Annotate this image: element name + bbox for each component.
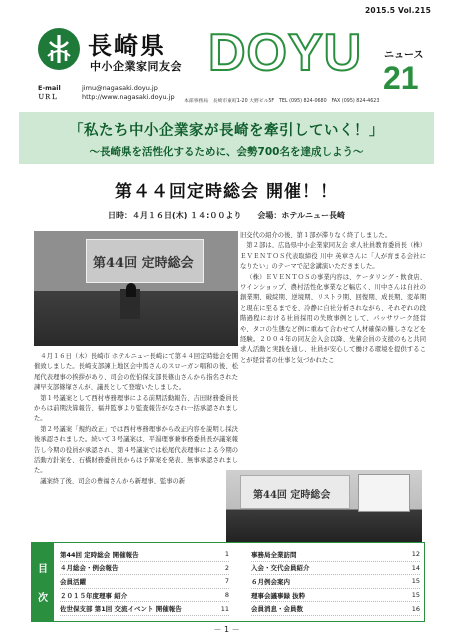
toc-item-title: ４月総会・例会報告 (60, 564, 119, 573)
col2-paragraph: 第２部は、広島県中小企業家同友会 求人社員教育委員長（株）ＥＶＥＮＴＯＳ代表取締役 川中 英章さんに「人が育まる会社になりたい」のテーマで記念講演いただきました。 (240, 242, 426, 271)
meeting-photo (34, 231, 238, 346)
toc-grid (60, 548, 420, 616)
logo-mark (42, 32, 76, 66)
toc-item[interactable] (60, 562, 229, 576)
toc-item[interactable] (60, 589, 229, 603)
speaker (126, 283, 136, 297)
article-subline: 日時：４月１６日(木) １４:００より 会場：ホテルニュー長崎 (108, 211, 345, 220)
office-info: 本部事務局 長崎市東町1-20 大野ビル5F TEL (095) 824-0680 FAX (095) 824-4623 (184, 99, 380, 104)
slogan-banner (19, 112, 434, 164)
toc-item[interactable] (251, 548, 420, 562)
page-number: － 1 － (213, 625, 240, 634)
col2-paragraph: 旧交代の紹介の後、第１部が滞りなく終了しました。 (240, 232, 392, 239)
news-label: ニュース (384, 50, 424, 61)
stage-screen-text: 第44回 定時総会 (93, 256, 194, 271)
toc-item[interactable] (60, 575, 229, 589)
toc-item[interactable] (251, 602, 420, 616)
article-headline: 第４４回定時総会 開催！！ (115, 182, 338, 202)
issue-info: 2015.5 Vol.215 (365, 6, 431, 15)
toc-item-page: 7 (224, 577, 229, 586)
email-label: E-mail (38, 84, 61, 92)
table-of-contents (31, 542, 425, 622)
contact-block (38, 84, 175, 102)
stage-screen (240, 475, 350, 509)
slogan-line1: 「私たち中小企業家が長崎を牽引していく！」 (69, 123, 384, 139)
toc-item-title: ２０１５年度理事 紹介 (60, 591, 128, 600)
toc-item-page: 12 (411, 550, 420, 559)
issue-number: 21 (383, 60, 419, 96)
toc-item[interactable] (251, 575, 420, 589)
col2-paragraph: （株）ＥＶＥＮＴＯＳの事業内容は、ケータリング・飲食店、ワインショップ、農村活性化事業など幅広く、川中さんは自社の創業期、破綻期、逆境期、リストラ期、回復期、成長期、変革期と現在に至るまでを、冷静に自社分析されながら、それぞれの段階過程における社員採用の失敗事例として、パッサワーク経営や、タコの生態など例に重ねて合わせて人材確保の難しさなどを経験。２００４年の同友会入会以降、先輩会員の支援のもと共同求人活動と実践を通し、社員が安心して働ける環境を提供することが経営者の仕事と気づかれたこ (240, 273, 426, 364)
toc-item-page: 16 (411, 604, 420, 613)
toc-item-title: 理事会議事録 抜粋 (251, 591, 306, 600)
lecture-photo (226, 470, 422, 542)
toc-label-bottom: 次 (38, 593, 48, 604)
toc-item-page: 14 (411, 563, 420, 572)
url-link[interactable]: http://www.nagasaki.doyu.jp (82, 93, 175, 101)
org-name-line1: 長崎県 (88, 31, 166, 60)
toc-item-title: 佐世保支部 第1回 交流イベント 開催報告 (60, 605, 182, 614)
article-column-1 (34, 352, 238, 487)
stage-screen-text: 第44回 定時総会 (253, 490, 331, 501)
toc-item-title: 会員消息・会員数 (251, 605, 303, 614)
stage-screen (86, 239, 204, 283)
toc-item[interactable] (251, 562, 420, 576)
col1-paragraph: 第２号議案「規約改正」では西村専務理事から改正内容を説明し採決後承認されました。続いて３号議案は、平湯理事兼事務委員長が議案報告し今期の役員が承認され、第４号議案では松尾代表理事による今期の活動方針案を、石橋財務委員長からは予算案を発表、無事承認されました。 (34, 425, 238, 475)
toc-item-title: 事務局全業訪問 (251, 550, 297, 559)
presentation-panel (358, 474, 410, 512)
toc-item-page: 8 (224, 591, 229, 600)
toc-item-title: 会員活躍 (60, 577, 86, 586)
toc-item-page: 15 (411, 591, 420, 600)
toc-item-page: 2 (224, 563, 229, 572)
toc-label-top: 目 (38, 564, 48, 575)
doyu-logo-icon (38, 28, 80, 70)
toc-item-page: 1 (224, 550, 229, 559)
slogan-line2: ～長崎県を活性化するために、会勢700名を達成しよう～ (89, 146, 364, 158)
toc-item[interactable] (60, 602, 229, 616)
toc-item[interactable] (251, 589, 420, 603)
url-label: ＵＲＬ (38, 93, 58, 101)
col1-paragraph: 議案終了後、司会の豊福さんから新理事、監事の新 (40, 477, 186, 485)
col1-paragraph: 第１号議案として西村専務理事による前期活動報告、吉田財務委員長からは前期決算報告、福井監事より監査報告がなされ一括承認されました。 (34, 394, 238, 423)
toc-item-page: 15 (411, 577, 420, 586)
toc-item[interactable] (60, 548, 229, 562)
toc-item-title: ６月例会案内 (251, 577, 290, 586)
org-name-line2: 中小企業家同友会 (90, 60, 182, 73)
toc-item-title: 第44回 定時総会 開催報告 (60, 550, 139, 559)
email-link[interactable]: jimu@nagasaki.doyu.jp (82, 84, 158, 92)
newsletter-title: DOYU (208, 24, 363, 82)
toc-item-page: 11 (220, 604, 229, 613)
toc-item-title: 入会・交代会員紹介 (251, 564, 310, 573)
toc-label (32, 543, 54, 621)
col1-paragraph: ４月１６日（木）長崎市 ホテルニュー長崎にて第４４回定時総会を開催致しました。長崎支部諫上地区会中馬さんのスローガン唱和の後、松尾代表理事の挨拶があり、司会の佐伯保支部長篠山さんから指名された諫早支部篠塚さんが、議長として登壇いたしました。 (34, 353, 238, 392)
article-column-2 (240, 231, 426, 366)
